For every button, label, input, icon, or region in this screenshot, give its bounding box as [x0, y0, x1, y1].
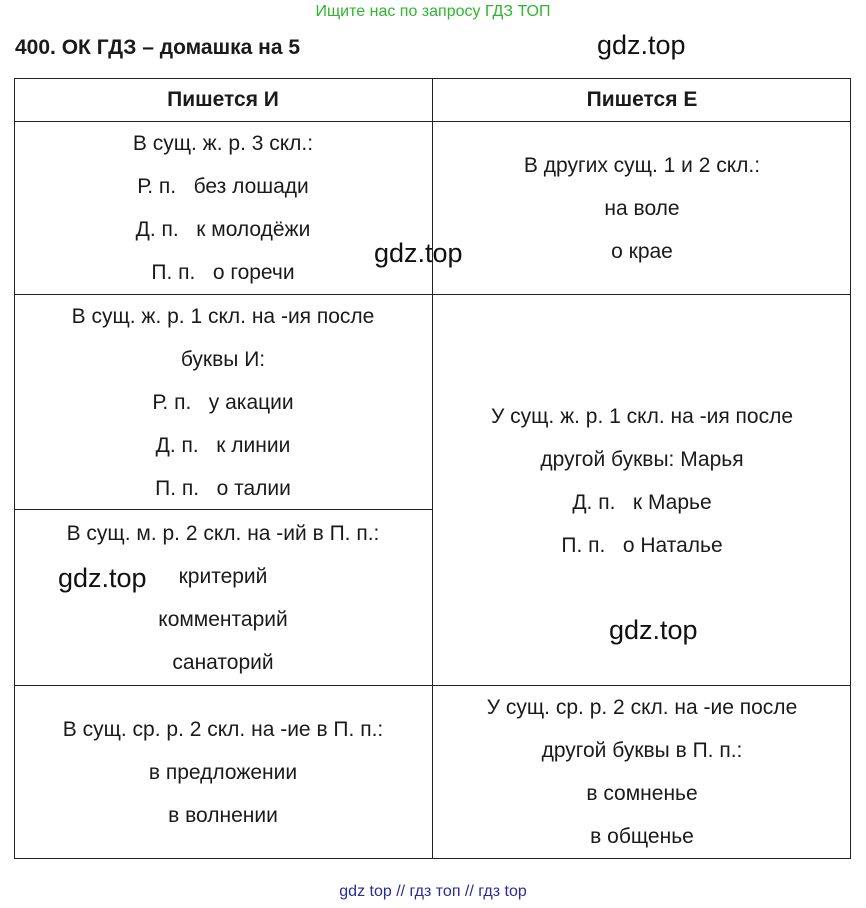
task-title: 400. ОК ГДЗ – домашка на 5: [15, 36, 301, 59]
cell-line: В сущ. м. р. 2 скл. на -ий в П. п.:: [66, 521, 380, 545]
cell-i-masc-iy: [14, 510, 432, 685]
cell-i-neut-ie: [14, 686, 432, 858]
cell-line: в предложении: [148, 760, 298, 784]
cell-line: санаторий: [172, 650, 274, 674]
cell-line: П. п. о Наталье: [561, 534, 723, 557]
cell-line: У сущ. ж. р. 1 скл. на -ия после: [490, 405, 794, 428]
cell-line: в сомненье: [586, 782, 698, 805]
cell-line: в волнении: [168, 803, 278, 827]
cell-line: Д. п. к молодёжи: [135, 218, 311, 241]
cell-line: на воле: [604, 196, 680, 220]
watermark: gdz.top: [609, 615, 698, 645]
cell-line: В сущ. ср. р. 2 скл. на -ие в П. п.:: [62, 717, 384, 741]
cell-line: П. п. о горечи: [151, 261, 295, 284]
watermark: gdz.top: [58, 563, 147, 593]
cell-line: Р. п. у акации: [152, 390, 294, 414]
cell-line: другой буквы: Марья: [540, 448, 744, 471]
footer-links: gdz top // гдз топ // гдз top: [339, 883, 527, 900]
cell-line: Д. п. к Марье: [572, 491, 712, 514]
cell-line: другой буквы в П. п.:: [541, 739, 743, 762]
cell-line: В других сущ. 1 и 2 скл.:: [523, 153, 761, 177]
cell-e-other-1-2-decl: [433, 122, 851, 294]
cell-line: В сущ. ж. р. 3 скл.:: [132, 132, 314, 155]
search-banner: Ищите нас по запросу ГДЗ ТОП: [315, 3, 551, 20]
cell-line: комментарий: [158, 607, 288, 631]
header-e: Пишется Е: [586, 87, 698, 111]
cell-line: критерий: [178, 564, 268, 588]
cell-line: в общенье: [590, 825, 694, 848]
cell-line: П. п. о талии: [155, 476, 291, 500]
watermark: gdz.top: [374, 238, 463, 268]
cell-line: Р. п. без лошади: [137, 175, 309, 198]
cell-line: буквы И:: [180, 347, 266, 371]
spelling-rules-table: [14, 78, 851, 859]
cell-line: о крае: [611, 239, 673, 263]
cell-line: В сущ. ж. р. 1 скл. на -ия после: [71, 304, 375, 328]
cell-e-neut-ie: [433, 686, 851, 858]
header-i: Пишется И: [167, 87, 279, 111]
watermark: gdz.top: [597, 30, 686, 60]
cell-line: У сущ. ср. р. 2 скл. на -ие после: [486, 696, 798, 719]
cell-i-fem-3-decl: [14, 122, 432, 294]
table-border-bottom: [14, 858, 851, 859]
cell-line: Д. п. к линии: [155, 433, 291, 457]
cell-i-fem-1-decl-iya: [14, 295, 432, 509]
